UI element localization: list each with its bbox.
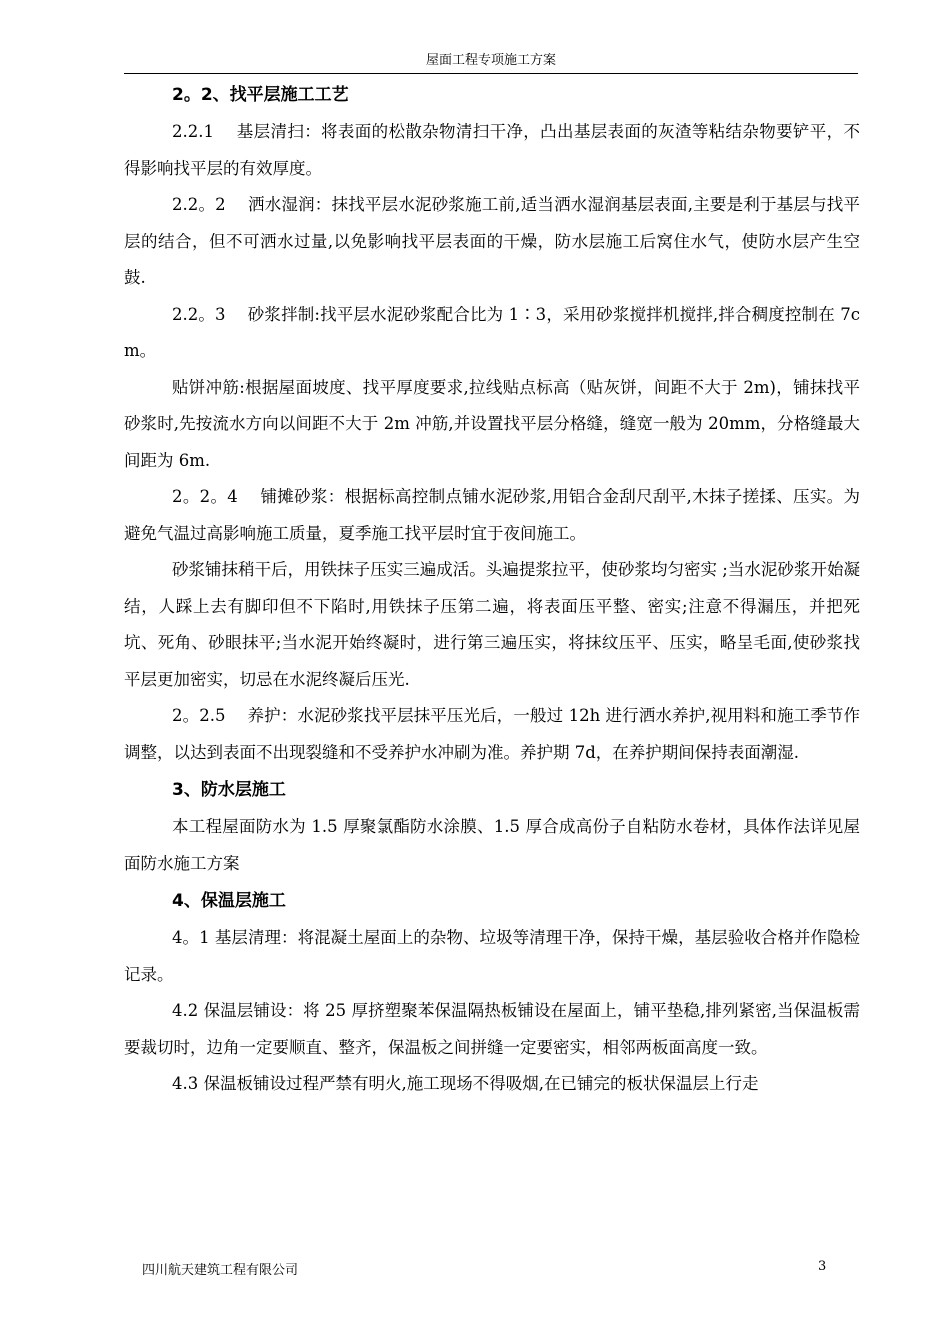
paragraph-2-2-2: 2.2。2 洒水湿润：抹找平层水泥砂浆施工前,适当洒水湿润基层表面,主要是利于基层与找平层的结合，但不可洒水过量,以免影响找平层表面的干燥，防水层施工后窝住水气，使防水层产生空鼓. <box>124 195 860 287</box>
paragraph-2-2-1: 2.2.1 基层清扫：将表面的松散杂物清扫干净，凸出基层表面的灰渣等粘结杂物要铲平，不得影响找平层的有效厚度。 <box>124 122 860 178</box>
document-body <box>124 76 860 1103</box>
paragraph-4-1: 4。1 基层清理：将混凝土屋面上的杂物、垃圾等清理干净，保持干燥，基层验收合格并作隐检记录。 <box>124 928 860 984</box>
paragraph-tiebing: 贴饼冲筋:根据屋面坡度、找平厚度要求,拉线贴点标高（贴灰饼，间距不大于 2m)，铺抹找平砂浆时,先按流水方向以间距不大于 2m 冲筋,并设置找平层分格缝，缝宽一般为 20mm，分格缝最大间距为 6m. <box>124 377 860 470</box>
paragraph-waterproof: 本工程屋面防水为 1.5 厚聚氯酯防水涂膜、1.5 厚合成高份子自粘防水卷材，具体作法详见屋面防水施工方案 <box>124 817 860 873</box>
footer-company: 四川航天建筑工程有限公司 <box>142 1263 299 1278</box>
footer-page-number: 3 <box>818 1259 827 1274</box>
section-heading-3: 3、防水层施工 <box>172 780 286 800</box>
paragraph-2-2-3: 2.2。3 砂浆拌制:找平层水泥砂浆配合比为 1∶3，采用砂浆搅拌机搅拌,拌合稠度控制在 7cm。 <box>124 304 860 360</box>
paragraph-2-2-4: 2。2。4 铺摊砂浆：根据标高控制点铺水泥砂浆,用铝合金刮尺刮平,木抹子搓揉、压实。为避免气温过高影响施工质量，夏季施工找平层时宜于夜间施工。 <box>124 487 860 543</box>
section-heading-4: 4、保温层施工 <box>172 891 286 911</box>
section-heading-2-2: 2。2、找平层施工工艺 <box>172 85 349 105</box>
paragraph-4-2: 4.2 保温层铺设：将 25 厚挤塑聚苯保温隔热板铺设在屋面上，铺平垫稳,排列紧密,当保温板需要裁切时，边角一定要顺直、整齐，保温板之间拼缝一定要密实，相邻两板面高度一致。 <box>124 1001 860 1057</box>
paragraph-mortar: 砂浆铺抹稍干后，用铁抹子压实三遍成活。头遍提浆拉平，使砂浆均匀密实 ;当水泥砂浆开始凝结，人踩上去有脚印但不下陷时,用铁抹子压第二遍，将表面压平整、密实;注意不得漏压，并把死坑、死角、砂眼抹平;当水泥开始终凝时，进行第三遍压实，将抹纹压平、压实，略呈毛面,使砂浆找平层更加密实，切忌在水泥终凝后压光. <box>124 560 860 689</box>
paragraph-2-2-5: 2。2.5 养护：水泥砂浆找平层抹平压光后，一般过 12h 进行洒水养护,视用料和施工季节作调整，以达到表面不出现裂缝和不受养护水冲刷为准。养护期 7d，在养护期间保持表面潮湿. <box>124 706 860 762</box>
paragraph-4-3: 4.3 保温板铺设过程严禁有明火,施工现场不得吸烟,在已铺完的板状保温层上行走 <box>172 1074 759 1093</box>
page-header-title: 屋面工程专项施工方案 <box>124 51 858 74</box>
